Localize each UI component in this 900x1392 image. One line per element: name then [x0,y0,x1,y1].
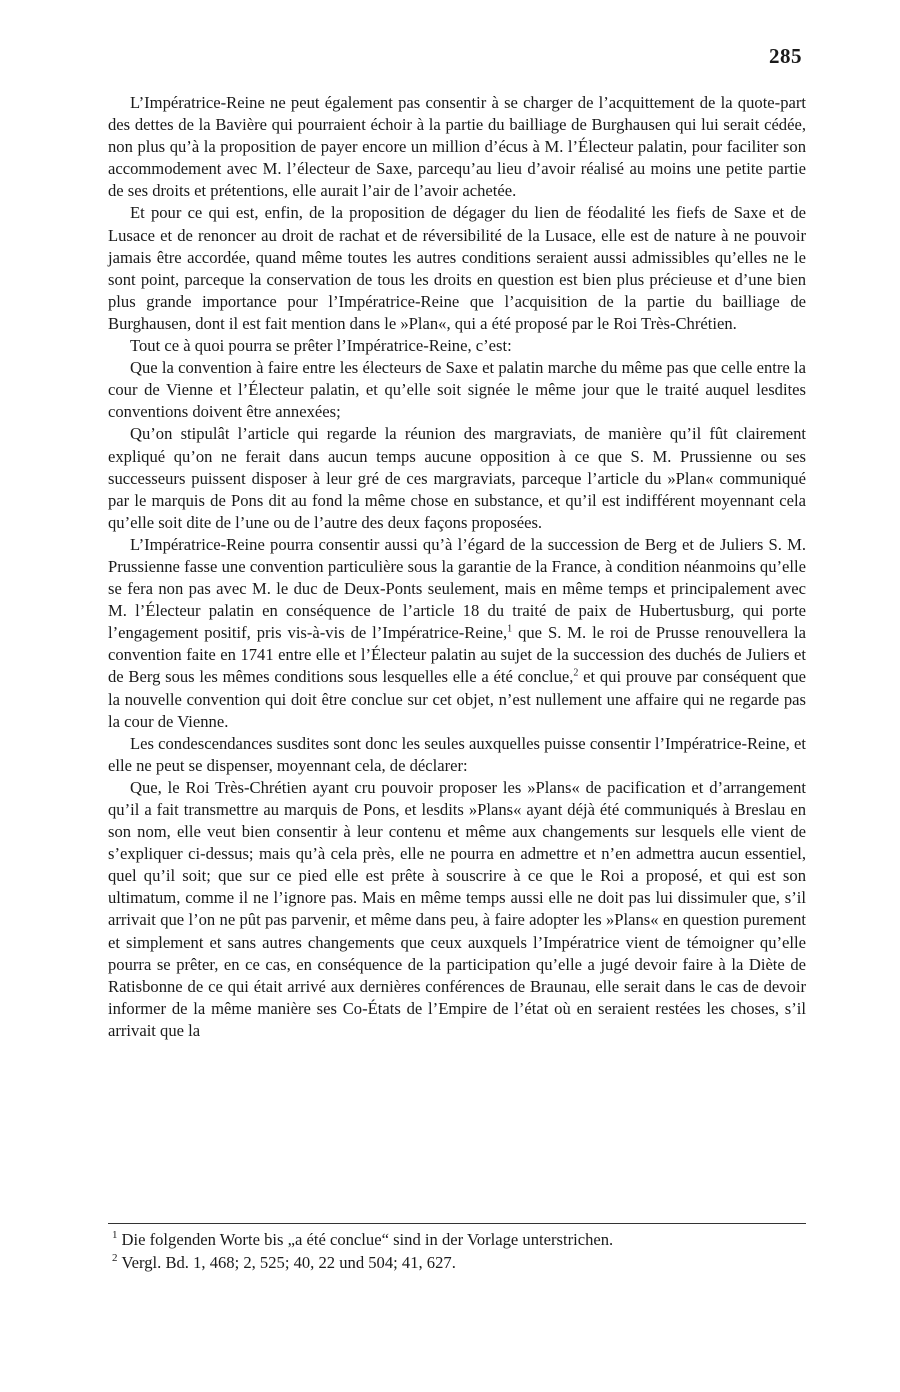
footnote-text: Die folgenden Worte bis „a été conclue“ sind in der Vorlage unterstrichen. [121,1230,614,1249]
page-number: 285 [769,44,802,68]
footnote-reference: 2 [573,667,579,679]
footnote-text: Vergl. Bd. 1, 468; 2, 525; 40, 22 und 504; 41, 627. [121,1253,456,1272]
paragraph: L’Impératrice-Reine ne peut également pas consentir à se charger de l’acquittement de la quote-part des dettes de la Bavière qui pourraient échoir à la partie du bailliage de Burghausen qui lui serait cédée, non plus qu’à la proposition de payer encore un million d’écus à M. l’Électeur palatin, pour faciliter son accommodement avec M. l’électeur de Saxe, parcequ’au lieu d’avoir réalisé au moins une petite partie de ses droits et prétentions, elle aurait l’air de l’avoir achetée. [108,93,806,201]
paragraph: Et pour ce qui est, enfin, de la proposition de dégager du lien de féodalité les fiefs de Saxe et de Lusace et de renoncer au droit de rachat et de réversibilité de la Lusace, elle est de nature à ne pouvoir jamais être accordée, quand même toutes les autres conditions seraient aussi admissibles qu’elles ne le sont point, parceque la conservation de tous les droits en question est bien plus précieuse et d’une bien plus grande importance pour l’Impératrice-Reine que l’acquisition de la partie du bailliage de Burghausen, dont il est fait mention dans le »Plan«, qui a été proposé par le Roi Très-Chrétien. [108,203,806,333]
paragraph: Que, le Roi Très-Chrétien ayant cru pouvoir proposer les »Plans« de pacification et d’arrangement qu’il a fait transmettre au marquis de Pons, et lesdits »Plans« ayant déjà été communiqués à Breslau en son nom, elle veut bien consentir à leur contenu et même aux changements sur lesquels elle vient de s’expliquer ci-dessus; mais qu’à cela près, elle ne pourra en admettre et n’en admettra aucun essentiel, quel qu’il soit; que sur ce pied elle est prête à souscrire à ce que le Roi a proposé, et qui est son ultimatum, comme il ne l’ignore pas. Mais en même temps aussi elle ne doit pas lui dissimuler que, s’il arrivait que l’on ne pût pas parvenir, et même dans peu, à faire adopter les »Plans« en question purement et simplement et sans autres changements que ceux auxquels l’Impératrice vient de témoigner qu’elle pourra se prêter, en ce cas, en conséquence de la participation qu’elle a jugé devoir faire à la Diète de Ratisbonne de ce qui était arrivé aux dernières conférences de Braunau, elle serait dans le cas de devoir informer de la même manière ses Co-États de l’Empire de l’état où en seraient restées les choses, s’il arrivait que la [108,777,806,1040]
main-text [108,92,806,1042]
paragraph: Tout ce à quoi pourra se prêter l’Impératrice-Reine, c’est: [130,336,512,356]
footnote-mark: 2 [112,1252,118,1265]
footnote [112,1251,806,1274]
paragraph: Que la convention à faire entre les électeurs de Saxe et palatin marche du même pas que celle entre la cour de Vienne et l’Électeur palatin, et qu’elle soit signée le même jour que le traité auquel lesdites conventions doivent être annexées; [108,358,806,422]
paragraph: Les condescendances susdites sont donc les seules auxquelles puisse consentir l’Impératrice-Reine, et elle ne peut se dispenser, moyennant cela, de déclarer: [108,733,806,775]
paragraph-berg-succession [108,534,806,733]
footnotes [112,1228,806,1274]
paragraph-text: et qui prouve par conséquent que la nouvelle convention qui doit être conclue sur cet objet, n’est nullement une affaire qui ne regarde pas la cour de Vienne. [108,667,806,731]
footnote [112,1228,806,1251]
footnote-mark: 1 [112,1229,118,1242]
paragraph: Qu’on stipulât l’article qui regarde la réunion des margraviats, de manière qu’il fût clairement expliqué qu’on ne ferait dans aucun temps aucune opposition à ce que S. M. Prussienne ou ses successeurs puissent disposer à leur gré de ces margraviats, parceque l’article du »Plan« communiqué par le marquis de Pons dit au fond la même chose en substance, et qu’il est indifférent moyennant cela qu’elle soit dite de l’une ou de l’autre des deux façons proposées. [108,424,806,532]
paragraph-text: L’Impératrice-Reine pourra consentir aussi qu’à l’égard de la succession de Berg et de Juliers S. M. Prussienne fasse une convention particulière sous la garantie de la France, à condition néanmoins qu’elle se fera non pas avec M. le duc de Deux-Ponts seulement, mais en même temps et principalement avec M. l’Électeur palatin en conséquence de l’article 18 du traité de paix de Hubertusburg, qui porte l’engagement positif, pris vis-à-vis de l’Impératrice-Reine, [108,534,806,643]
footnote-divider [108,1223,806,1224]
footnote-reference: 1 [507,623,513,635]
paragraph-text: que S. M. le roi de Prusse renouvellera la convention faite en 1741 entre elle et l’Électeur palatin au sujet de la succession des duchés de Juliers et de Berg sous les mêmes conditions sous lesquelles elle a été conclue, [108,623,806,687]
